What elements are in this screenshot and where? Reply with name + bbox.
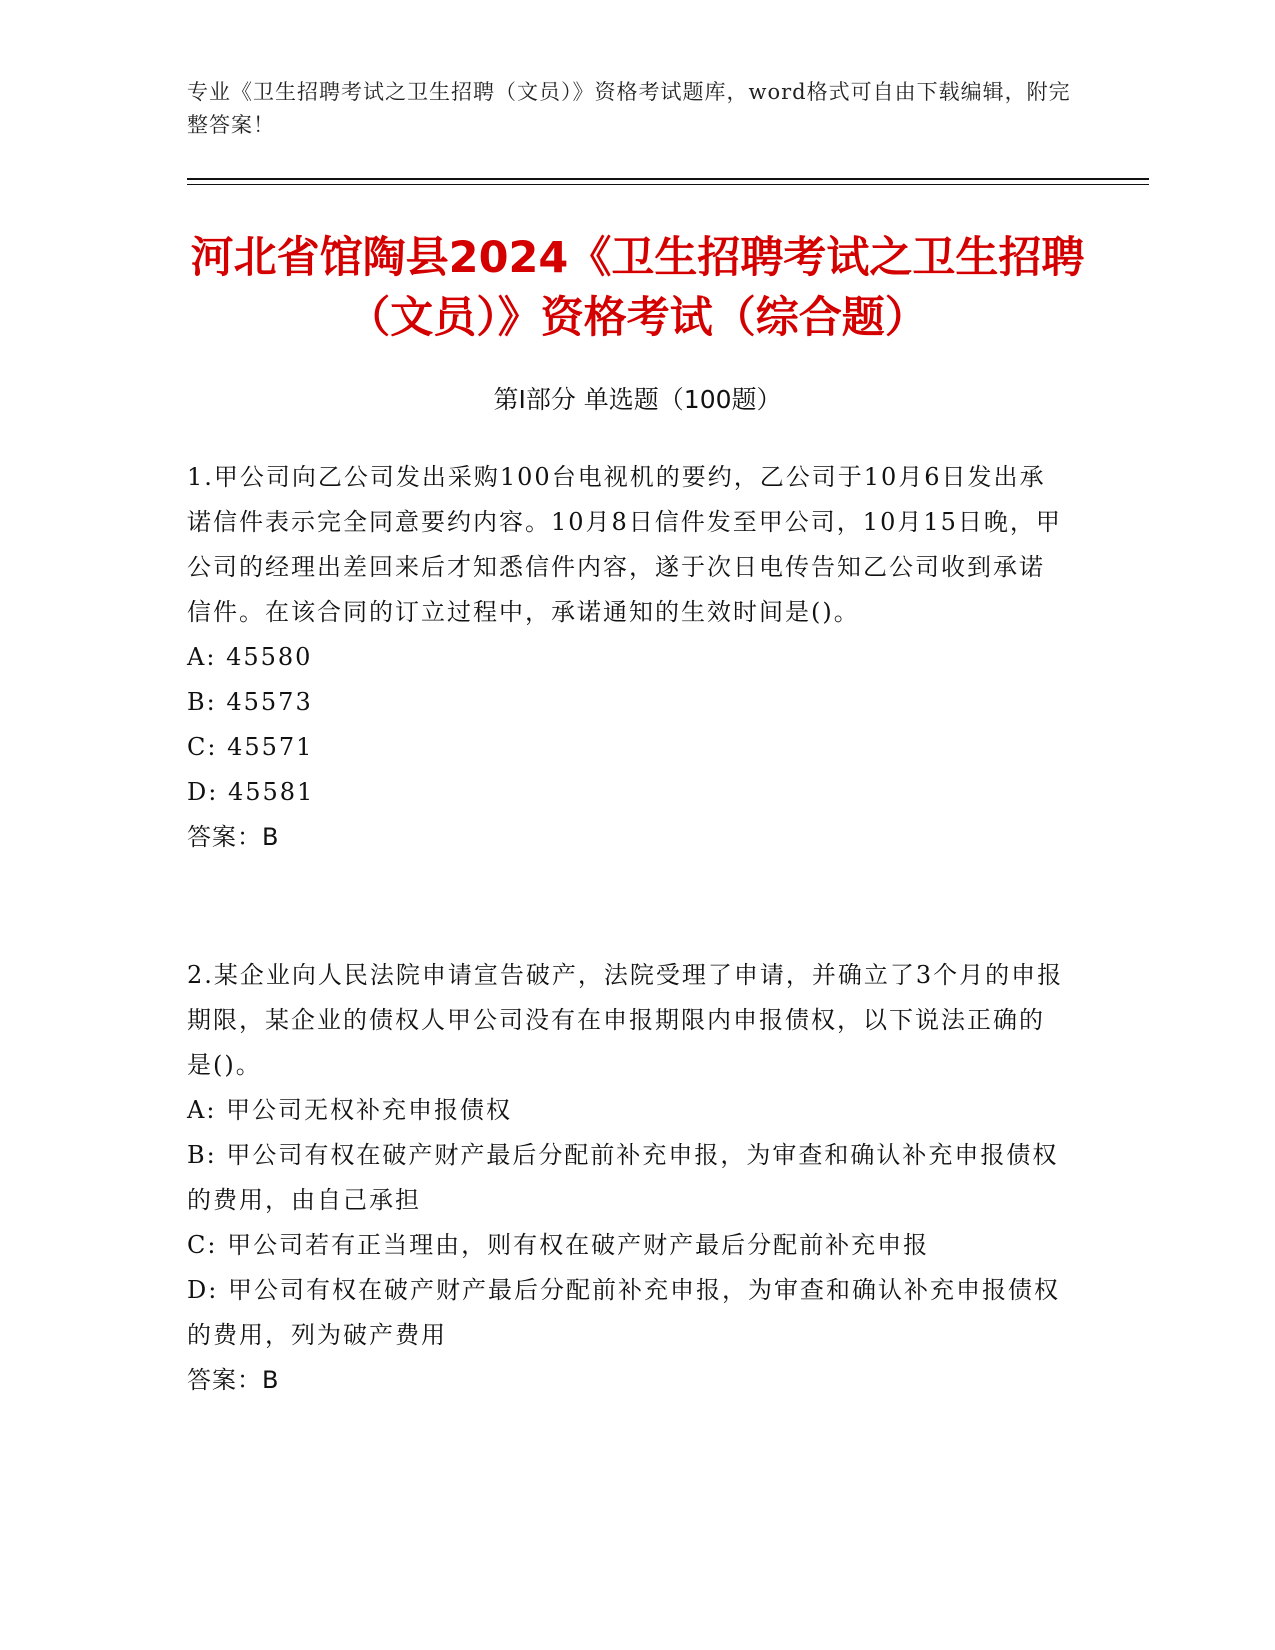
option-d (187, 1268, 1067, 1358)
option-text: 甲公司有权在破产财产最后分配前补充申报，为审查和确认补充申报债权的费用，由自己承担 (187, 1141, 1059, 1214)
option-text: 45580 (226, 643, 313, 671)
header-rule-thick (187, 178, 1149, 180)
option-key: B: (187, 688, 217, 716)
question-1 (187, 455, 1067, 860)
option-b (187, 1133, 1067, 1223)
option-key: A: (187, 643, 217, 671)
question-stem: 1.甲公司向乙公司发出采购100台电视机的要约，乙公司于10月6日发出承诺信件表示完全同意要约内容。10月8日信件发至甲公司，10月15日晚，甲公司的经理出差回来后才知悉信件内容，遂于次日电传告知乙公司收到承诺信件。在该合同的订立过程中，承诺通知的生效时间是()。 (187, 463, 1062, 626)
option-key: A: (187, 1096, 217, 1124)
question-2 (187, 953, 1067, 1403)
option-key: B: (187, 1141, 217, 1169)
option-key: D: (187, 1276, 219, 1304)
header-rule-thin (187, 184, 1149, 185)
option-d (187, 770, 1067, 815)
answer-line: 答案：B (187, 823, 280, 851)
section-title: 第Ⅰ部分 单选题（100题） (493, 385, 782, 414)
header-note: 专业《卫生招聘考试之卫生招聘（文员）》资格考试题库，word格式可自由下载编辑，附完整答案！ (187, 80, 1071, 137)
option-key: D: (187, 778, 219, 806)
option-a (187, 635, 1067, 680)
option-text: 甲公司若有正当理由，则有权在破产财产最后分配前补充申报 (227, 1231, 930, 1259)
option-c (187, 1223, 1067, 1268)
option-text: 45581 (227, 778, 315, 806)
option-key: C: (187, 1231, 218, 1259)
option-b (187, 680, 1067, 725)
option-text: 45571 (227, 733, 314, 761)
option-key: C: (187, 733, 218, 761)
option-a (187, 1088, 1067, 1133)
option-text: 45573 (226, 688, 313, 716)
option-text: 甲公司有权在破产财产最后分配前补充申报，为审查和确认补充申报债权的费用，列为破产费用 (187, 1276, 1060, 1349)
option-text: 甲公司无权补充申报债权 (226, 1096, 513, 1124)
document-title: 河北省馆陶县2024《卫生招聘考试之卫生招聘（文员）》资格考试（综合题） (190, 233, 1085, 343)
answer-line: 答案：B (187, 1366, 280, 1394)
question-stem: 2.某企业向人民法院申请宣告破产，法院受理了申请，并确立了3个月的申报期限，某企业的债权人甲公司没有在申报期限内申报债权，以下说法正确的是()。 (187, 961, 1064, 1079)
option-c (187, 725, 1067, 770)
